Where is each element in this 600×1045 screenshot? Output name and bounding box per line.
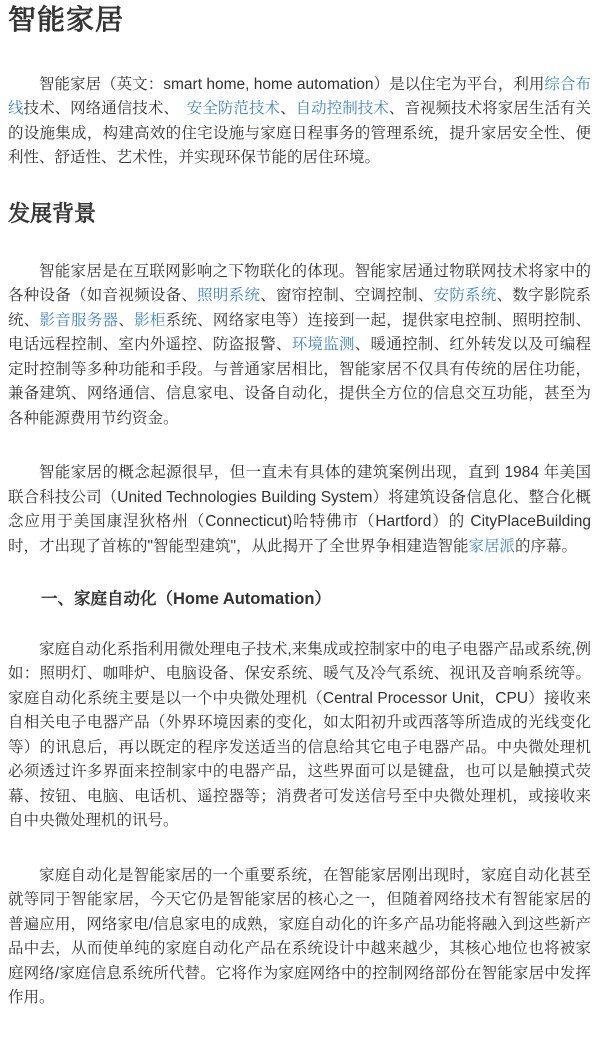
paragraph-text: 智能家居（英文：smart home, home automation）是以住宅为平台，利用	[39, 75, 545, 93]
paragraph-text: 智能家居的概念起源很早，但一直未有具体的建筑案例出现，直到 1984 年美国联合科技公司（United Technologies Building System）将建筑设备信息化、整合化概念应用于美国康涅狄格州（Connecticut)哈特佛市（Hartford）的 CityPlaceBuilding 时，才出现了首栋的"智能型建筑"，从此揭开了全世界争相建造智能	[8, 464, 591, 555]
paragraph-text: 、窗帘控制、空调控制、	[260, 287, 434, 305]
paragraph-text: 智能家居是在互联网影响之下物联化的体现。智能家居通过物联网技术将家中的各种设备（如音视频设备、	[8, 262, 591, 305]
link-environment-monitoring[interactable]: 环境监测	[291, 336, 355, 354]
home-automation-paragraph-2: 家庭自动化是智能家居的一个重要系统，在智能家居刚出现时，家庭自动化甚至就等同于智能家居，今天它仍是智能家居的核心之一，但随着网络技术有智能家居的普遍应用，网络家电/信息家电的成熟，家庭自动化的许多产品功能将融入到这些新产品中去，从而使单纯的家庭自动化产品在系统设计中越来越少，其核心地位也将被家庭网络/家庭信息系统所代替。它将作为家庭网络中的控制网络部份在智能家居中发挥作用。	[8, 866, 591, 1007]
development-paragraph-1	[8, 260, 591, 432]
link-automatic-control-tech[interactable]: 自动控制技术	[295, 100, 389, 118]
link-security-prevention-tech[interactable]: 安全防范技术	[186, 100, 281, 118]
link-integrated-cabling[interactable]: 综合布线	[8, 75, 591, 118]
paragraph-text: 、	[118, 311, 135, 329]
paragraph-text: 技术、网络通信技术、	[23, 100, 187, 118]
link-media-cabinet[interactable]: 影柜	[134, 311, 166, 329]
link-jiajupai[interactable]: 家居派	[468, 537, 516, 555]
link-lighting-system[interactable]: 照明系统	[197, 287, 261, 305]
link-av-server[interactable]: 影音服务器	[39, 311, 119, 329]
link-security-system[interactable]: 安防系统	[433, 287, 497, 305]
development-paragraph-2	[8, 461, 591, 559]
subsection-heading-home-automation: 一、家庭自动化（Home Automation）	[41, 590, 331, 609]
paragraph-text: 、	[280, 100, 296, 118]
paragraph-text: 的序幕。	[515, 537, 578, 555]
paragraph-text: 、暖通控制、红外转发以及可编程定时控制等多种功能和手段。与普通家居相比，智能家居不仅具有传统的居住功能，兼备建筑、网络通信、信息家电、设备自动化，提供全方位的信息交互功能，甚至为各种能源费用节约资金。	[8, 336, 591, 427]
paragraph-text: 、音视频技术将家居生活有关的设施集成，构建高效的住宅设施与家庭日程事务的管理系统，提升家居安全性、便利性、舒适性、艺术性，并实现环保节能的居住环境。	[8, 100, 591, 167]
intro-paragraph	[8, 73, 591, 171]
page-title: 智能家居	[8, 4, 125, 35]
home-automation-paragraph-1: 家庭自动化系指利用微处理电子技术,来集成或控制家中的电子电器产品或系统,例如：照明灯、咖啡炉、电脑设备、保安系统、暖气及冷气系统、视讯及音响系统等。家庭自动化系统主要是以一个中央微处理机（Central Processor Unit，CPU）接收来自相关电子电器产品（外界环境因素的变化，如太阳初升或西落等所造成的光线变化等）的讯息后，再以既定的程序发送适当的信息给其它电子电器产品。中央微处理机必须透过许多界面来控制家中的电器产品，这些界面可以是键盘，也可以是触摸式荧幕、按钮、电脑、电话机、遥控器等；消费者可发送信号至中央微处理机，或接收来自中央微处理机的讯号。	[8, 640, 591, 830]
section-heading-development-background: 发展背景	[8, 200, 97, 226]
paragraph-text: 、数字影院系统、	[8, 287, 591, 329]
paragraph-text: 系统、网络家电等）连接到一起，提供家电控制、照明控制、电话远程控制、室内外遥控、防盗报警、	[8, 311, 591, 354]
